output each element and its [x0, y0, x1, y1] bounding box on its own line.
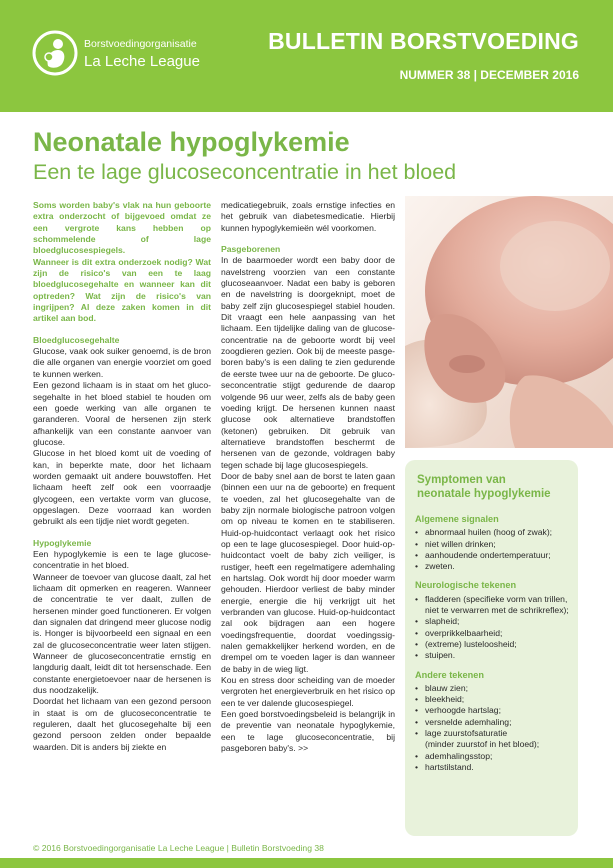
list-item: • abnormaal huilen (hoog of zwak); — [415, 527, 575, 538]
list-item: • (extreme) lusteloosheid; — [415, 639, 575, 650]
list-item: • ademhalingsstop; — [415, 751, 575, 762]
footer-bar — [0, 858, 613, 868]
symptom-list — [415, 527, 575, 572]
section-heading-hypoglykemie: Hypoglykemie — [33, 537, 92, 548]
org-name-line1: Borstvoedingorganisatie — [84, 38, 197, 50]
paragraph: Door de baby snel aan de borst te laten gaan (binnen een uur na de geboorte) en frequent te voeden, zal het glucosegehalte van de baby zijn normale biologische patroon volgen om op niveau te komen en te stabiliseren. Huid-op-huidcontact verlaagt ook het risico op een te lage glucosespiegel. Door huid-op-huidcontact voelt de baby zich veiliger, is rustiger, heeft een regelmatigere ademhaling en hartslag. Ook wordt hij door moeder warm gehouden. Hierdoor verliest de baby minder energie, energie die hij verkrijgt uit het verbranden van glucose. Huid-op-huidcontact zal ook bijdragen aan een hogere voedingsfrequentie, doordat voedingssignalen gemakkelijker herkend worden, en de drempel om te voeden lager is dan wanneer de baby in de wieg ligt. — [221, 470, 395, 674]
list-item: • hartstilstand. — [415, 762, 575, 773]
symptom-group-heading: Andere tekenen — [415, 669, 484, 680]
list-item: • slapheid; — [415, 616, 575, 627]
text-column-1 — [33, 200, 211, 753]
paragraph: In de baarmoeder wordt een baby door de navelstreng voorzien van een constante glucoseaanvoer. Nadat een baby is geboren en de navelstring is doorgeknipt, moet de baby zelf zijn glucosespiegel stabiel houden. Dit vraagt een hele aanpassing van het lichaam. Een tijdelijke daling van de glucoseconcentratie na de geboorte wordt bij veel zoogdieren gezien. Ook bij de meeste pasgeboren baby's is een daling te zien gedurende de eerste twee uur na de geboorte. De glucoseconcentratie stijgt gedurende de daarop volgende 96 uur weer, zelfs als de baby geen voeding krijgt. De hersenen kunnen naast glucose ook alternatieve brandstoffen (ketonen) gebruiken. Dit gebruik van alternatieve brandstoffen beschermt de hersenen van de gezonde, voldragen baby tegen schade bij lage glucosespiegels. — [221, 255, 395, 470]
list-item: • lage zuurstofsaturatie — [415, 728, 575, 739]
section-heading-bloedglucosegehalte: Bloedglucosegehalte — [33, 334, 120, 345]
paragraph: Een goed borstvoedingsbeleid is belangrijk in de preventie van neonatale hypoglykemie, een te lage glucoseconcentratie, bij pasgeboren baby's. >> — [221, 709, 395, 754]
list-item: • stuipen. — [415, 650, 575, 661]
footer-copyright: © 2016 Borstvoedingorganisatie La Leche League | Bulletin Borstvoeding 38 — [33, 843, 324, 853]
article-subtitle: Een te lage glucoseconcentratie in het bloed — [33, 160, 457, 184]
issue-info: NUMMER 38 | DECEMBER 2016 — [399, 68, 579, 82]
org-name-line2: La Leche League — [84, 53, 200, 70]
symptom-group-heading: Algemene signalen — [415, 514, 499, 524]
bulletin-title: BULLETIN BORSTVOEDING — [268, 28, 579, 54]
paragraph: Wanneer de toevoer van glucose daalt, zal het lichaam dit opmerken en reageren. Wanneer de concentratie te ver daalt, zullen de hersenen minder goed functioneren. Er volgen dan signalen dat dringend meer glucose nodig is. Honger is bijvoorbeeld een signaal en een zal de glucoseconcentratie weer laten stijgen. Wanneer de glucoseconcentratie ernstig en langdurig daalt, leidt dit tot hersenschade. Een constante energietoevoer naar de hersenen is dus noodzakelijk. — [33, 571, 211, 696]
list-item: • overprikkelbaarheid; — [415, 628, 575, 639]
list-item: • aanhoudende ondertemperatuur; — [415, 550, 575, 561]
symptoms-sidebar — [405, 460, 578, 836]
list-item: • versnelde ademhaling; — [415, 717, 575, 728]
paragraph: Glucose in het bloed komt uit de voeding of kan, in beperkte mate, door het lichaam worden gemaakt uit andere bouwstoffen. Het lichaam heeft zelf ook een voorraadje glycogeen, een vertakte vorm van glucose, opgeslagen. Deze voorraad kan worden gebruikt als een tijdje niet wordt gegeten. — [33, 448, 211, 527]
list-item: • niet willen drinken; — [415, 539, 575, 550]
sidebar-title — [417, 474, 572, 501]
sidebar-body — [415, 514, 575, 773]
symptom-group-heading: Neurologische tekenen — [415, 580, 517, 591]
breastfeeding-baby-photo — [405, 196, 613, 448]
paragraph: Een hypoglykemie is een te lage glucoseconcentratie in het bloed. — [33, 548, 211, 571]
symptom-list — [415, 683, 575, 773]
paragraph: Doordat het lichaam van een gezond persoon in staat is om de glucoseconcentratie te reguleren, daalt het glucosegehalte bij een gezond persoon zelden onder bepaalde waarden. Dit is anders bij ziekte en — [33, 696, 211, 752]
section-heading-pasgeborenen: Pasgeborenen — [221, 244, 281, 255]
paragraph: medicatiegebruik, zoals ernstige infecties en het gebruik van diabetesmedicatie. Hierbij kunnen hypoglykemieën wél voorkomen. — [221, 200, 395, 233]
list-item: • verhoogde hartslag; — [415, 705, 575, 716]
text-column-2 — [221, 200, 395, 755]
list-item: • fladderen (specifieke vorm van trillen, — [415, 594, 575, 605]
paragraph: Kou en stress door scheiding van de moeder vergroten het energieverbruik en het risico op een te ver dalende glucosespiegel. — [221, 675, 395, 708]
list-item: (minder zuurstof in het bloed); — [425, 739, 540, 750]
article-title: Neonatale hypoglykemie — [33, 127, 350, 157]
paragraph: Een gezond lichaam is in staat om het glucosegehalte in het bloed stabiel te houden om een goede werking van alle organen te garanderen. Vooral de hersenen zijn sterk afhankelijk van een constante aanvoer van glucose. — [33, 380, 211, 447]
sidebar-title-line2: neonatale hypoglykemie — [417, 487, 551, 500]
list-item: niet te verwarren met de schrikreflex); — [425, 605, 569, 616]
list-item: • bleekheid; — [415, 694, 575, 705]
paragraph: Glucose, vaak ook suiker genoemd, is de bron die alle organen van energie voorziet om goed te kunnen werken. — [33, 346, 211, 379]
footer — [0, 836, 613, 868]
list-item: • zweten. — [415, 561, 575, 572]
sidebar-title-line1: Symptomen van — [417, 474, 506, 486]
list-item: • blauw zien; — [415, 683, 575, 694]
intro-questions: Wanneer is dit extra onderzoek nodig? Wat zijn de risico's van een te laag bloedglucosegehalte en wanneer kan dit optreden? Wat zijn de risico's van ingrijpen? Al deze zaken komen in dit artikel aan bod. — [33, 256, 211, 324]
symptom-list — [415, 594, 575, 662]
header-banner — [0, 0, 613, 112]
mother-child-logo-icon — [32, 30, 78, 76]
intro-paragraph: Soms worden baby's vlak na hun geboorte extra onderzocht of bijgevoed omdat ze een vergrote kans hebben op schommelende of lage bloedglucosespiegels. — [33, 200, 211, 256]
